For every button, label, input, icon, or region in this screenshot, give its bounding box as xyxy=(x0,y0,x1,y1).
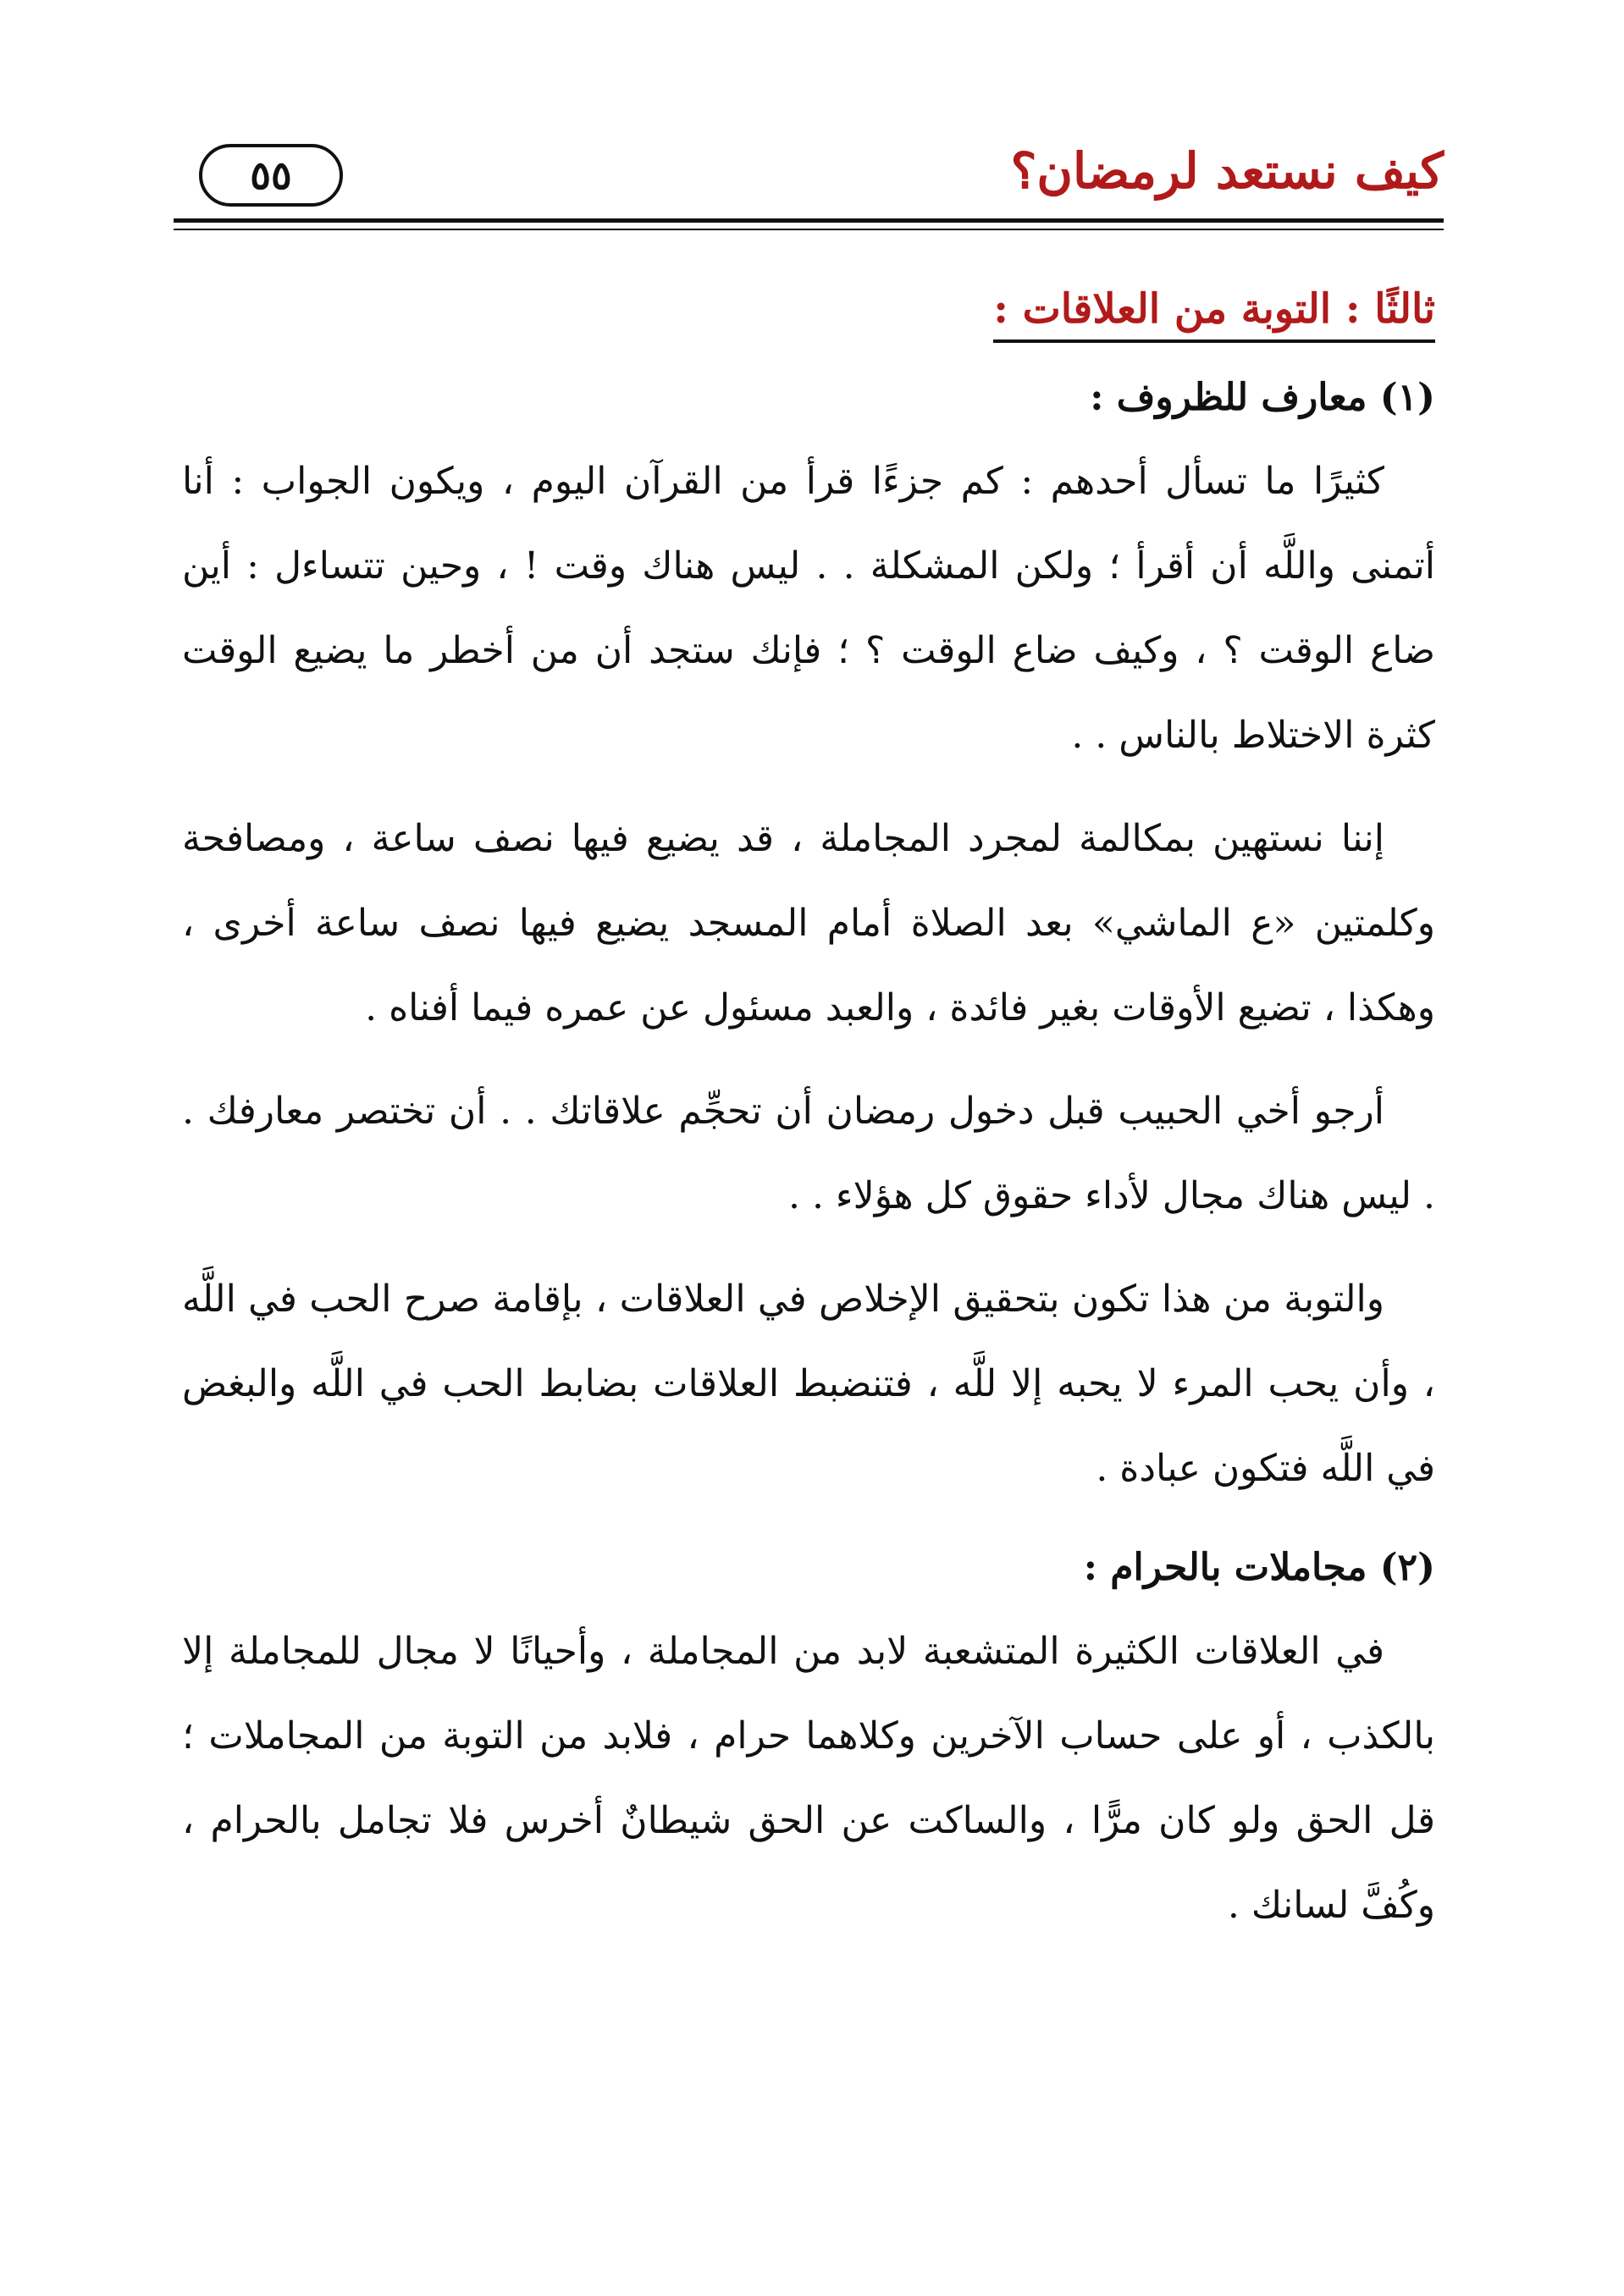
paragraph: أرجو أخي الحبيب قبل دخول رمضان أن تحجِّم علاقاتك . . أن تختصر معارفك . . ليس هناك مجال لأداء حقوق كل هؤلاء . . xyxy=(182,1090,1435,1217)
section-heading-text: ثالثًا : التوبة من العلاقات : xyxy=(993,284,1435,343)
page-content xyxy=(182,254,1435,1967)
subsection-heading: (٢) مجاملات بالحرام : xyxy=(1083,1546,1435,1589)
paragraph: كثيرًا ما تسأل أحدهم : كم جزءًا قرأ من القرآن اليوم ، ويكون الجواب : أنا أتمنى واللَّه أن أقرأ ؛ ولكن المشكلة . . ليس هناك وقت ! ، وحين تتساءل : أين ضاع الوقت ؟ ، وكيف ضاع الوقت ؟ ؛ فإنك ستجد أن من أخطر ما يضيع الوقت كثرة الاختلاط بالناس . . xyxy=(182,460,1435,757)
running-title: كيف نستعد لرمضان؟ xyxy=(1010,142,1444,200)
section-heading xyxy=(182,275,1435,343)
subsection-heading: (١) معارف للظروف : xyxy=(1090,376,1435,419)
header-rule-thin xyxy=(174,229,1444,230)
page-header xyxy=(174,127,1444,220)
paragraph: والتوبة من هذا تكون بتحقيق الإخلاص في العلاقات ، بإقامة صرح الحب في اللَّه ، وأن يحب المرء لا يحبه إلا للَّه ، فتنضبط العلاقات بضابط الحب في اللَّه والبغض في اللَّه فتكون عبادة . xyxy=(182,1278,1435,1490)
page-number: ٥٥ xyxy=(250,152,292,198)
header-rule-thick xyxy=(174,218,1444,223)
paragraph: في العلاقات الكثيرة المتشعبة لابد من المجاملة ، وأحيانًا لا مجال للمجاملة إلا بالكذب ، أو على حساب الآخرين وكلاهما حرام ، فلابد من التوبة من المجاملات ؛ قل الحق ولو كان مرًّا ، والساكت عن الحق شيطانٌ أخرس فلا تجامل بالحرام ، وكُفَّ لسانك . xyxy=(182,1630,1435,1927)
paragraph: إننا نستهين بمكالمة لمجرد المجاملة ، قد يضيع فيها نصف ساعة ، ومصافحة وكلمتين «ع الماشي» بعد الصلاة أمام المسجد يضيع فيها نصف ساعة أخرى ، وهكذا ، تضيع الأوقات بغير فائدة ، والعبد مسئول عن عمره فيما أفناه . xyxy=(182,817,1435,1029)
page-number-badge xyxy=(199,144,343,207)
